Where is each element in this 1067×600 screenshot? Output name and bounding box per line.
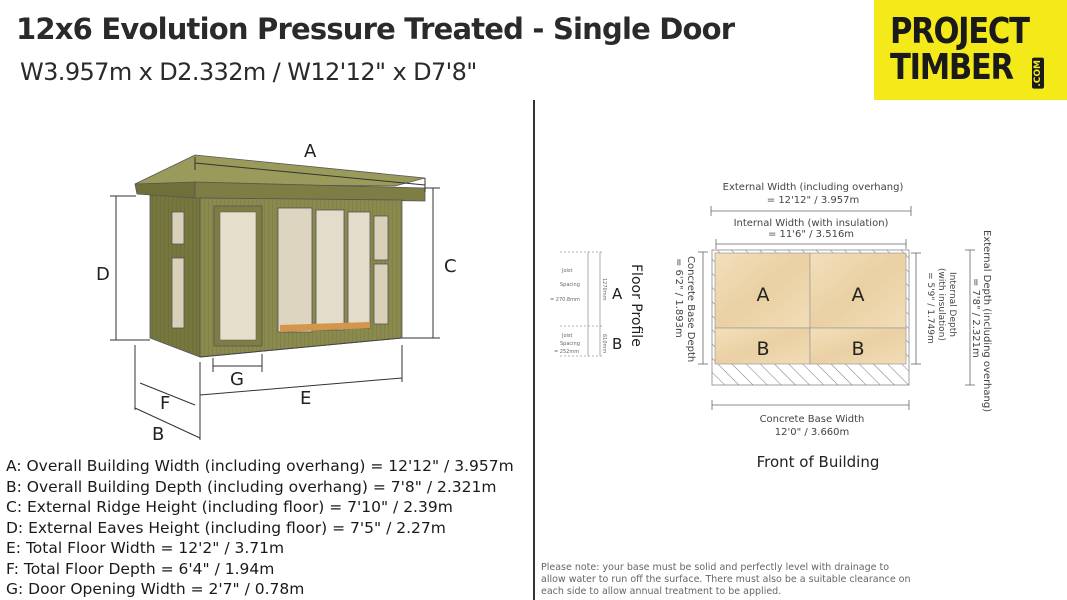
label-d: D: [96, 264, 110, 285]
label-g: G: [230, 369, 244, 390]
section-divider: [533, 100, 535, 600]
panel-label-b-right: B: [851, 338, 865, 360]
joist-b-text-3: = 252mm: [554, 349, 580, 355]
floor-profile-title: Floor Profile: [628, 264, 644, 347]
page-subtitle: W3.957m x D2.332m / W12'12" x D7'8": [20, 58, 477, 86]
floor-plan-diagram: [540, 170, 1010, 480]
label-f: F: [160, 393, 171, 414]
floor-profile-b: B: [612, 335, 623, 353]
base-width-value: 12'0" / 3.660m: [774, 427, 850, 438]
dim-a-text: 1270mm: [601, 278, 607, 301]
label-e: E: [300, 388, 312, 409]
internal-width-value: = 11'6" / 3.516m: [767, 229, 855, 240]
label-a: A: [304, 141, 317, 162]
base-width-label: Concrete Base Width: [759, 414, 865, 425]
internal-depth-text-3: = 5'9" / 1.749m: [925, 272, 935, 344]
project-timber-logo[interactable]: [874, 0, 1067, 100]
internal-depth-text-2: (with insulation): [936, 268, 946, 341]
logo-suffix: .COM: [1033, 60, 1043, 87]
panel-label-b-left: B: [756, 338, 770, 360]
spec-d: D: External Eaves Height (including floor) = 7'5" / 2.27m: [6, 518, 446, 537]
front-window-3: [348, 212, 370, 328]
front-window-1: [278, 208, 312, 332]
front-of-building-label: Front of Building: [756, 453, 880, 471]
external-width-value: = 12'12" / 3.957m: [766, 195, 860, 206]
spec-e: E: Total Floor Width = 12'2" / 3.71m: [6, 539, 285, 557]
front-window-5: [374, 264, 388, 324]
roof-top: [135, 155, 425, 186]
internal-depth-text-1: Internal Depth: [947, 272, 957, 337]
page-title: 12x6 Evolution Pressure Treated - Single Door: [16, 12, 735, 46]
spec-g: G: Door Opening Width = 2'7" / 0.78m: [6, 580, 305, 598]
logo-line-1: PROJECT: [890, 11, 1029, 52]
base-depth-text-2: = 6'2" / 1.893m: [673, 258, 684, 338]
label-c: C: [444, 256, 457, 277]
spec-list: [6, 456, 526, 600]
internal-width-label: Internal Width (with insulation): [733, 218, 889, 229]
door-glass: [220, 212, 256, 340]
base-note: Please note: your base must be solid and perfectly level with drainage to allow water to run off the surface. There must also be a suitable clearance on each side to allow annual treatment to be applied.: [541, 562, 911, 597]
joist-a-text-2: Spacing: [560, 282, 580, 288]
floor-profile-a: A: [612, 285, 623, 303]
external-depth-text-1: External Depth (including overhang): [981, 230, 992, 413]
joist-a-text-1: Joist: [562, 268, 573, 274]
logo-line-2: TIMBER: [890, 47, 1013, 88]
joist-b-text-1: Joist: [562, 333, 573, 339]
front-window-4: [374, 216, 388, 260]
spec-f: F: Total Floor Depth = 6'4" / 1.94m: [6, 559, 275, 578]
label-b: B: [152, 424, 165, 445]
spec-a: A: Overall Building Width (including overhang) = 12'12" / 3.957m: [6, 457, 514, 475]
side-window-bottom: [172, 258, 184, 328]
spec-b: B: Overall Building Depth (including overhang) = 7'8" / 2.321m: [6, 477, 497, 496]
side-window-top: [172, 212, 184, 244]
spec-c: C: External Ridge Height (including floor) = 7'10" / 2.39m: [6, 498, 453, 516]
dim-b-text: 610mm: [601, 334, 607, 354]
building-3d-diagram: [80, 130, 480, 450]
external-width-label: External Width (including overhang): [722, 182, 904, 193]
joist-b-text-2: Spacing: [560, 341, 580, 347]
joist-a-text-3: = 270.8mm: [550, 297, 580, 303]
external-depth-text-2: = 7'8" / 2.321m: [970, 278, 981, 358]
panel-label-a-right: A: [851, 284, 865, 306]
front-window-2: [316, 210, 344, 330]
roof-fascia-side: [135, 182, 195, 198]
panel-label-a-left: A: [756, 284, 770, 306]
base-depth-text-1: Concrete Base Depth: [685, 256, 696, 363]
